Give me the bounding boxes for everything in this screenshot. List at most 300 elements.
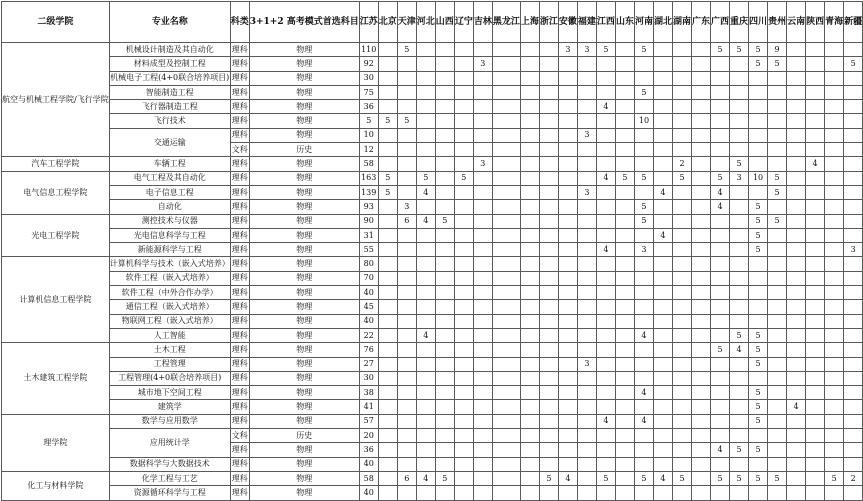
province-count-cell bbox=[615, 414, 634, 428]
province-count-cell bbox=[768, 143, 787, 157]
province-count-cell bbox=[787, 386, 806, 400]
table-row bbox=[2, 271, 863, 285]
province-count-cell bbox=[768, 257, 787, 271]
category-cell: 理科 bbox=[230, 386, 249, 400]
province-count-cell: 5 bbox=[378, 185, 397, 199]
province-count-cell bbox=[397, 57, 416, 71]
province-count-cell bbox=[844, 114, 863, 128]
province-count-cell bbox=[787, 300, 806, 314]
header-province: 浙江 bbox=[539, 2, 558, 43]
province-count-cell bbox=[653, 257, 672, 271]
province-count-cell bbox=[378, 128, 397, 142]
province-count-cell bbox=[672, 328, 691, 342]
province-count-cell bbox=[825, 143, 844, 157]
province-count-cell bbox=[454, 185, 473, 199]
province-count-cell: 5 bbox=[768, 214, 787, 228]
province-count-cell bbox=[492, 414, 520, 428]
province-count-cell bbox=[473, 443, 492, 457]
province-count-cell bbox=[435, 443, 454, 457]
province-count-cell bbox=[634, 157, 653, 171]
province-count-cell bbox=[692, 414, 711, 428]
category-cell: 理科 bbox=[230, 171, 249, 185]
province-count-cell: 4 bbox=[653, 185, 672, 199]
subject-cell: 物理 bbox=[249, 243, 359, 257]
province-count-cell bbox=[539, 328, 558, 342]
jiangsu-count-cell: 38 bbox=[359, 386, 378, 400]
major-cell: 飞行器制造工程 bbox=[109, 100, 230, 114]
province-count-cell: 10 bbox=[749, 171, 768, 185]
province-count-cell bbox=[653, 400, 672, 414]
province-count-cell bbox=[435, 228, 454, 242]
province-count-cell bbox=[539, 157, 558, 171]
table-row bbox=[2, 85, 863, 99]
province-count-cell bbox=[492, 386, 520, 400]
province-count-cell: 5 bbox=[711, 343, 730, 357]
table-row bbox=[2, 43, 863, 57]
province-count-cell bbox=[768, 486, 787, 500]
province-count-cell: 3 bbox=[577, 128, 596, 142]
province-count-cell bbox=[596, 443, 615, 457]
province-count-cell bbox=[520, 286, 539, 300]
province-count-cell bbox=[558, 200, 577, 214]
province-count-cell bbox=[730, 114, 749, 128]
province-count-cell: 9 bbox=[768, 43, 787, 57]
header-province: 辽宁 bbox=[454, 2, 473, 43]
province-count-cell bbox=[692, 100, 711, 114]
province-count-cell bbox=[787, 43, 806, 57]
province-count-cell bbox=[558, 343, 577, 357]
province-count-cell bbox=[558, 443, 577, 457]
province-count-cell bbox=[596, 143, 615, 157]
category-cell: 文科 bbox=[230, 143, 249, 157]
province-count-cell bbox=[520, 343, 539, 357]
province-count-cell bbox=[615, 100, 634, 114]
province-count-cell bbox=[787, 328, 806, 342]
province-count-cell bbox=[454, 357, 473, 371]
province-count-cell bbox=[768, 114, 787, 128]
category-cell: 理科 bbox=[230, 286, 249, 300]
major-cell: 车辆工程 bbox=[109, 157, 230, 171]
province-count-cell bbox=[558, 57, 577, 71]
province-count-cell bbox=[653, 100, 672, 114]
province-count-cell bbox=[397, 457, 416, 471]
category-cell: 文科 bbox=[230, 429, 249, 443]
province-count-cell bbox=[558, 257, 577, 271]
province-count-cell bbox=[492, 185, 520, 199]
jiangsu-count-cell: 10 bbox=[359, 128, 378, 142]
province-count-cell bbox=[825, 429, 844, 443]
province-count-cell bbox=[378, 457, 397, 471]
province-count-cell bbox=[520, 228, 539, 242]
province-count-cell bbox=[397, 71, 416, 85]
header-province: 吉林 bbox=[473, 2, 492, 43]
province-count-cell bbox=[416, 371, 435, 385]
province-count-cell bbox=[844, 400, 863, 414]
province-count-cell bbox=[634, 228, 653, 242]
province-count-cell: 5 bbox=[749, 357, 768, 371]
province-count-cell bbox=[825, 257, 844, 271]
province-count-cell bbox=[577, 314, 596, 328]
category-cell: 理科 bbox=[230, 185, 249, 199]
province-count-cell bbox=[806, 171, 825, 185]
province-count-cell bbox=[787, 286, 806, 300]
province-count-cell: 3 bbox=[558, 43, 577, 57]
major-cell: 自动化 bbox=[109, 200, 230, 214]
major-cell: 人工智能 bbox=[109, 328, 230, 342]
table-row bbox=[2, 157, 863, 171]
province-count-cell bbox=[692, 200, 711, 214]
province-count-cell bbox=[749, 157, 768, 171]
province-count-cell bbox=[454, 228, 473, 242]
province-count-cell bbox=[615, 443, 634, 457]
province-count-cell bbox=[596, 57, 615, 71]
province-count-cell bbox=[844, 171, 863, 185]
province-count-cell bbox=[378, 328, 397, 342]
province-count-cell bbox=[454, 100, 473, 114]
province-count-cell: 3 bbox=[473, 57, 492, 71]
province-count-cell bbox=[435, 314, 454, 328]
province-count-cell bbox=[825, 228, 844, 242]
province-count-cell bbox=[539, 214, 558, 228]
province-count-cell bbox=[653, 314, 672, 328]
province-count-cell bbox=[397, 328, 416, 342]
major-cell: 计算机科学与技术（嵌入式培养） bbox=[109, 257, 230, 271]
province-count-cell bbox=[806, 328, 825, 342]
province-count-cell bbox=[806, 71, 825, 85]
province-count-cell bbox=[615, 271, 634, 285]
province-count-cell: 4 bbox=[416, 185, 435, 199]
province-count-cell bbox=[473, 43, 492, 57]
subject-cell: 物理 bbox=[249, 343, 359, 357]
province-count-cell: 5 bbox=[454, 171, 473, 185]
province-count-cell bbox=[730, 185, 749, 199]
province-count-cell bbox=[692, 43, 711, 57]
subject-cell: 物理 bbox=[249, 257, 359, 271]
province-count-cell bbox=[378, 343, 397, 357]
province-count-cell: 4 bbox=[711, 443, 730, 457]
jiangsu-count-cell: 22 bbox=[359, 328, 378, 342]
province-count-cell bbox=[787, 71, 806, 85]
province-count-cell bbox=[692, 157, 711, 171]
province-count-cell bbox=[397, 257, 416, 271]
province-count-cell bbox=[806, 114, 825, 128]
province-count-cell bbox=[711, 300, 730, 314]
province-count-cell bbox=[558, 128, 577, 142]
province-count-cell: 5 bbox=[711, 471, 730, 485]
subject-cell: 物理 bbox=[249, 443, 359, 457]
province-count-cell: 3 bbox=[473, 157, 492, 171]
province-count-cell bbox=[711, 100, 730, 114]
province-count-cell bbox=[473, 128, 492, 142]
province-count-cell bbox=[454, 400, 473, 414]
province-count-cell bbox=[577, 443, 596, 457]
province-count-cell bbox=[787, 200, 806, 214]
major-cell: 电气工程及其自动化 bbox=[109, 171, 230, 185]
province-count-cell bbox=[473, 286, 492, 300]
province-count-cell bbox=[492, 371, 520, 385]
province-count-cell bbox=[615, 185, 634, 199]
province-count-cell: 6 bbox=[397, 214, 416, 228]
province-count-cell bbox=[634, 314, 653, 328]
province-count-cell bbox=[615, 486, 634, 500]
province-count-cell bbox=[473, 85, 492, 99]
province-count-cell bbox=[378, 257, 397, 271]
province-count-cell bbox=[454, 443, 473, 457]
province-count-cell bbox=[768, 314, 787, 328]
province-count-cell bbox=[416, 228, 435, 242]
province-count-cell bbox=[577, 243, 596, 257]
province-count-cell bbox=[653, 200, 672, 214]
province-count-cell bbox=[749, 257, 768, 271]
province-count-cell: 5 bbox=[730, 471, 749, 485]
province-count-cell bbox=[596, 214, 615, 228]
province-count-cell bbox=[634, 100, 653, 114]
province-count-cell bbox=[492, 429, 520, 443]
province-count-cell bbox=[558, 185, 577, 199]
province-count-cell bbox=[378, 200, 397, 214]
province-count-cell bbox=[806, 386, 825, 400]
province-count-cell bbox=[492, 357, 520, 371]
province-count-cell bbox=[825, 328, 844, 342]
province-count-cell bbox=[749, 128, 768, 142]
province-count-cell bbox=[615, 471, 634, 485]
header-province: 福建 bbox=[577, 2, 596, 43]
major-cell: 物联网工程（嵌入式培养） bbox=[109, 314, 230, 328]
major-cell: 工程管理(4+0联合培养项目) bbox=[109, 371, 230, 385]
province-count-cell bbox=[577, 414, 596, 428]
province-count-cell bbox=[825, 200, 844, 214]
province-count-cell: 5 bbox=[749, 343, 768, 357]
province-count-cell bbox=[558, 486, 577, 500]
province-count-cell bbox=[711, 457, 730, 471]
province-count-cell bbox=[397, 371, 416, 385]
province-count-cell bbox=[806, 57, 825, 71]
province-count-cell bbox=[749, 71, 768, 85]
province-count-cell bbox=[473, 357, 492, 371]
province-count-cell bbox=[454, 200, 473, 214]
province-count-cell bbox=[473, 486, 492, 500]
category-cell: 理科 bbox=[230, 43, 249, 57]
province-count-cell: 10 bbox=[634, 114, 653, 128]
table-row bbox=[2, 471, 863, 485]
province-count-cell bbox=[672, 271, 691, 285]
province-count-cell bbox=[473, 185, 492, 199]
province-count-cell bbox=[749, 100, 768, 114]
province-count-cell: 5 bbox=[730, 43, 749, 57]
province-count-cell bbox=[492, 257, 520, 271]
province-count-cell bbox=[844, 271, 863, 285]
province-count-cell bbox=[558, 357, 577, 371]
header-major: 专业名称 bbox=[109, 2, 230, 43]
province-count-cell bbox=[577, 286, 596, 300]
province-count-cell bbox=[672, 343, 691, 357]
province-count-cell bbox=[397, 386, 416, 400]
province-count-cell bbox=[397, 143, 416, 157]
province-count-cell bbox=[416, 429, 435, 443]
province-count-cell bbox=[520, 171, 539, 185]
category-cell: 理科 bbox=[230, 271, 249, 285]
table-row bbox=[2, 100, 863, 114]
province-count-cell: 5 bbox=[711, 43, 730, 57]
province-count-cell: 5 bbox=[672, 471, 691, 485]
province-count-cell: 3 bbox=[397, 200, 416, 214]
table-row bbox=[2, 429, 863, 443]
province-count-cell bbox=[844, 343, 863, 357]
province-count-cell bbox=[596, 185, 615, 199]
province-count-cell: 4 bbox=[596, 171, 615, 185]
province-count-cell bbox=[825, 171, 844, 185]
province-count-cell: 4 bbox=[806, 157, 825, 171]
jiangsu-count-cell: 45 bbox=[359, 300, 378, 314]
province-count-cell bbox=[558, 286, 577, 300]
jiangsu-count-cell: 31 bbox=[359, 228, 378, 242]
major-cell: 测控技术与仪器 bbox=[109, 214, 230, 228]
province-count-cell bbox=[825, 214, 844, 228]
province-count-cell bbox=[825, 343, 844, 357]
province-count-cell bbox=[596, 457, 615, 471]
province-count-cell: 5 bbox=[749, 57, 768, 71]
province-count-cell bbox=[692, 328, 711, 342]
subject-cell: 物理 bbox=[249, 400, 359, 414]
province-count-cell bbox=[844, 143, 863, 157]
province-count-cell bbox=[787, 243, 806, 257]
subject-cell: 物理 bbox=[249, 414, 359, 428]
province-count-cell bbox=[692, 214, 711, 228]
province-count-cell bbox=[653, 429, 672, 443]
province-count-cell bbox=[806, 85, 825, 99]
province-count-cell bbox=[730, 486, 749, 500]
province-count-cell bbox=[577, 271, 596, 285]
province-count-cell bbox=[653, 486, 672, 500]
province-count-cell bbox=[806, 128, 825, 142]
province-count-cell bbox=[435, 71, 454, 85]
header-province: 黑龙江 bbox=[492, 2, 520, 43]
province-count-cell: 5 bbox=[378, 171, 397, 185]
header-province: 北京 bbox=[378, 2, 397, 43]
major-cell: 化学工程与工艺 bbox=[109, 471, 230, 485]
jiangsu-count-cell: 110 bbox=[359, 43, 378, 57]
province-count-cell: 3 bbox=[577, 185, 596, 199]
province-count-cell: 5 bbox=[730, 443, 749, 457]
province-count-cell bbox=[653, 357, 672, 371]
province-count-cell: 5 bbox=[749, 200, 768, 214]
header-province: 湖北 bbox=[653, 2, 672, 43]
province-count-cell: 5 bbox=[825, 471, 844, 485]
province-count-cell bbox=[416, 57, 435, 71]
province-count-cell bbox=[416, 271, 435, 285]
header-province: 安徽 bbox=[558, 2, 577, 43]
province-count-cell bbox=[473, 100, 492, 114]
table-row bbox=[2, 214, 863, 228]
enrollment-plan-table bbox=[1, 1, 863, 501]
province-count-cell bbox=[416, 257, 435, 271]
province-count-cell: 5 bbox=[416, 171, 435, 185]
province-count-cell bbox=[692, 243, 711, 257]
province-count-cell bbox=[653, 271, 672, 285]
province-count-cell bbox=[653, 371, 672, 385]
province-count-cell bbox=[558, 457, 577, 471]
province-count-cell bbox=[615, 300, 634, 314]
province-count-cell bbox=[558, 371, 577, 385]
province-count-cell: 4 bbox=[596, 414, 615, 428]
province-count-cell bbox=[454, 286, 473, 300]
province-count-cell bbox=[492, 200, 520, 214]
province-count-cell bbox=[825, 57, 844, 71]
province-count-cell bbox=[397, 343, 416, 357]
province-count-cell bbox=[416, 343, 435, 357]
province-count-cell bbox=[672, 386, 691, 400]
province-count-cell bbox=[634, 443, 653, 457]
province-count-cell bbox=[378, 486, 397, 500]
jiangsu-count-cell: 57 bbox=[359, 414, 378, 428]
province-count-cell bbox=[558, 414, 577, 428]
province-count-cell bbox=[711, 228, 730, 242]
province-count-cell bbox=[378, 371, 397, 385]
province-count-cell: 4 bbox=[787, 400, 806, 414]
province-count-cell bbox=[454, 429, 473, 443]
province-count-cell bbox=[806, 343, 825, 357]
province-count-cell bbox=[825, 100, 844, 114]
province-count-cell: 5 bbox=[749, 214, 768, 228]
province-count-cell bbox=[844, 328, 863, 342]
province-count-cell bbox=[844, 386, 863, 400]
province-count-cell bbox=[692, 85, 711, 99]
province-count-cell bbox=[558, 271, 577, 285]
province-count-cell bbox=[711, 157, 730, 171]
province-count-cell bbox=[454, 314, 473, 328]
province-count-cell bbox=[473, 200, 492, 214]
province-count-cell: 5 bbox=[634, 471, 653, 485]
province-count-cell bbox=[768, 457, 787, 471]
province-count-cell bbox=[454, 214, 473, 228]
jiangsu-count-cell: 12 bbox=[359, 143, 378, 157]
jiangsu-count-cell: 92 bbox=[359, 57, 378, 71]
province-count-cell bbox=[806, 200, 825, 214]
province-count-cell bbox=[473, 300, 492, 314]
province-count-cell bbox=[435, 200, 454, 214]
province-count-cell bbox=[692, 171, 711, 185]
table-row bbox=[2, 228, 863, 242]
major-cell: 机械电子工程(4+0联合培养项目) bbox=[109, 71, 230, 85]
province-count-cell bbox=[711, 328, 730, 342]
province-count-cell bbox=[577, 257, 596, 271]
subject-cell: 历史 bbox=[249, 143, 359, 157]
table-row bbox=[2, 128, 863, 142]
jiangsu-count-cell: 40 bbox=[359, 457, 378, 471]
province-count-cell bbox=[730, 243, 749, 257]
province-count-cell bbox=[672, 57, 691, 71]
province-count-cell bbox=[672, 400, 691, 414]
province-count-cell bbox=[596, 157, 615, 171]
province-count-cell bbox=[672, 128, 691, 142]
province-count-cell bbox=[711, 143, 730, 157]
province-count-cell bbox=[825, 414, 844, 428]
province-count-cell bbox=[730, 257, 749, 271]
province-count-cell bbox=[492, 271, 520, 285]
province-count-cell bbox=[749, 114, 768, 128]
province-count-cell bbox=[378, 400, 397, 414]
table-row bbox=[2, 400, 863, 414]
province-count-cell: 5 bbox=[749, 471, 768, 485]
province-count-cell bbox=[378, 271, 397, 285]
major-cell: 应用统计学 bbox=[109, 429, 230, 458]
header-college: 二级学院 bbox=[2, 2, 110, 43]
province-count-cell bbox=[787, 185, 806, 199]
jiangsu-count-cell: 36 bbox=[359, 443, 378, 457]
province-count-cell bbox=[416, 400, 435, 414]
table-row bbox=[2, 257, 863, 271]
province-count-cell bbox=[435, 386, 454, 400]
